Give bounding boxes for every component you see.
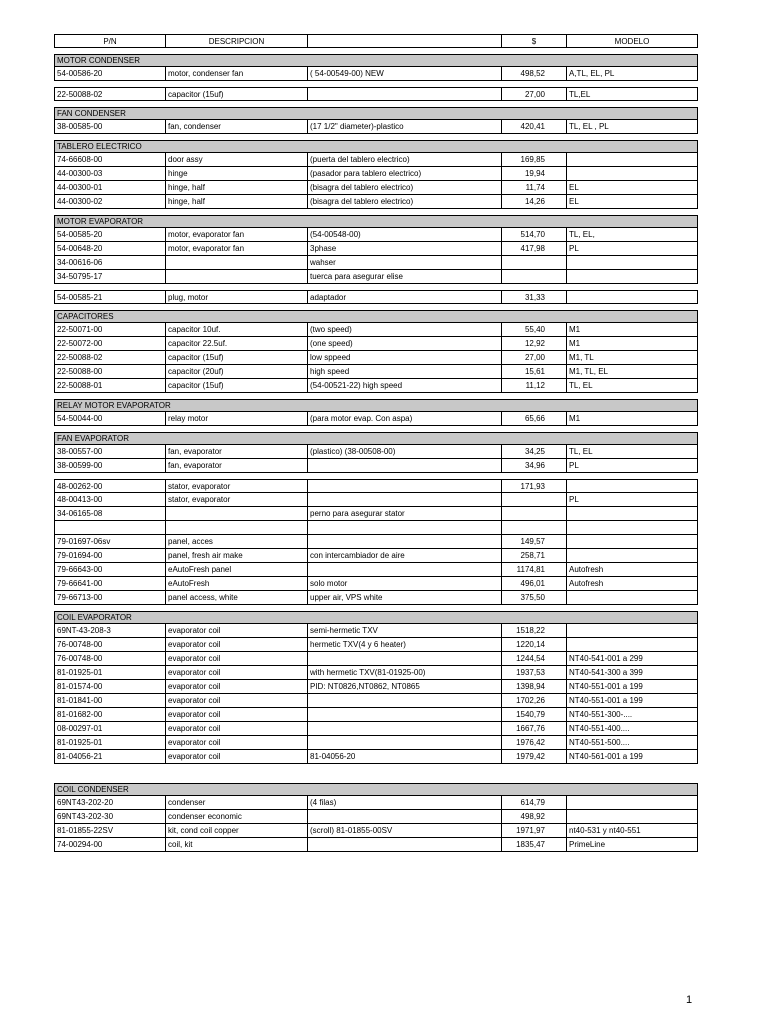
cell-note: low sppeed [307,351,501,364]
cell-note: (54-00521-22) high speed [307,379,501,392]
cell-description: coil, kit [165,838,307,851]
cell-description: stator, evaporator [165,493,307,506]
cell-description: panel, acces [165,535,307,548]
cell-description: panel, fresh air make [165,549,307,562]
cell-part-number: 76-00748-00 [57,640,103,649]
cell-part-number: 69NT43-202-30 [57,812,114,821]
cell-description: condenser economic [165,810,307,823]
table-header [54,34,698,48]
cell-note: perno para asegurar stator [307,507,501,520]
table-row [54,323,698,337]
cell-note [307,493,501,506]
cell-price: 169,85 [501,153,566,166]
table-row [54,167,698,181]
cell-model: A,TL, EL, PL [566,67,697,80]
cell-part-number: 69NT43-202-20 [57,798,114,807]
cell-note: with hermetic TXV(81-01925-00) [307,666,501,679]
cell-part-number: 34-06165-08 [57,509,103,518]
cell-note [307,736,501,749]
cell-price: 498,92 [501,810,566,823]
cell-part-number: 34-00616-06 [57,258,103,267]
cell-model: TL, EL , PL [566,120,697,133]
cell-description: fan, evaporator [165,459,307,472]
cell-description: condenser [165,796,307,809]
cell-part-number: 81-01925-01 [57,668,103,677]
cell-description: capacitor (15uf) [165,379,307,392]
cell-part-number: 69NT-43-208-3 [57,626,111,635]
cell-price: 27,00 [501,88,566,101]
table-row [54,290,698,304]
table-row [54,337,698,351]
cell-note: solo motor [307,577,501,590]
cell-description [165,270,307,283]
cell-price: 1398,94 [501,680,566,693]
section-title: FAN EVAPORATOR [54,432,698,445]
cell-description: eAutoFresh [165,577,307,590]
cell-model: TL, EL [566,445,697,458]
cell-part-number: 38-00585-00 [57,122,103,131]
cell-part-number: 79-01697-06sv [57,537,111,546]
cell-note: (4 filas) [307,796,501,809]
cell-description: evaporator coil [165,750,307,763]
table-row [54,810,698,824]
table-row [54,652,698,666]
cell-description: evaporator coil [165,708,307,721]
cell-description: motor, evaporator fan [165,242,307,255]
table-row [54,153,698,167]
cell-description: evaporator coil [165,652,307,665]
cell-price [501,507,566,520]
table-row [54,242,698,256]
cell-model [566,167,697,180]
cell-part-number: 81-01682-00 [57,710,103,719]
table-row [54,256,698,270]
cell-description: fan, evaporator [165,445,307,458]
cell-model: nt40-531 y nt40-551 [566,824,697,837]
cell-model: NT40-551-400.... [566,722,697,735]
cell-price: 34,96 [501,459,566,472]
cell-description [165,256,307,269]
cell-model [566,591,697,604]
cell-model [566,256,697,269]
cell-model [566,270,697,283]
cell-note [307,810,501,823]
cell-note: (54-00548-00) [307,228,501,241]
cell-price: 614,79 [501,796,566,809]
cell-note: (bisagra del tablero electrico) [307,181,501,194]
cell-price: 1702,26 [501,694,566,707]
cell-description [165,507,307,520]
cell-description: evaporator coil [165,722,307,735]
cell-price: 55,40 [501,323,566,336]
cell-note [307,563,501,576]
cell-note: adaptador [307,291,501,304]
table-row [54,87,698,101]
cell-description: evaporator coil [165,638,307,651]
cell-price: 514,70 [501,228,566,241]
cell-model: NT40-551-500.... [566,736,697,749]
cell-part-number: 79-01694-00 [57,551,103,560]
cell-part-number: 74-66608-00 [57,155,103,164]
section-title: TABLERO ELECTRICO [54,140,698,153]
cell-note [307,88,501,101]
table-row [54,838,698,852]
cell-model [566,796,697,809]
cell-model: M1 [566,412,697,425]
section-title: FAN CONDENSER [54,107,698,120]
cell-model [566,549,697,562]
cell-price: 498,52 [501,67,566,80]
cell-description: relay motor [165,412,307,425]
cell-price: 1937,53 [501,666,566,679]
cell-part-number: 22-50072-00 [57,339,103,348]
cell-price: 1976,42 [501,736,566,749]
cell-model: M1, TL [566,351,697,364]
cell-model [566,291,697,304]
cell-note: tuerca para asegurar elise [307,270,501,283]
section-title: CAPACITORES [54,310,698,323]
cell-model [566,535,697,548]
cell-note [307,480,501,493]
cell-model: PL [566,459,697,472]
cell-part-number: 22-50088-00 [57,367,103,376]
section-spacer [54,764,698,783]
cell-part-number: 38-00599-00 [57,461,103,470]
cell-part-number: 44-00300-03 [57,169,103,178]
cell-note [307,521,501,534]
cell-price: 14,26 [501,195,566,208]
cell-price [501,493,566,506]
cell-price: 375,50 [501,591,566,604]
cell-description: evaporator coil [165,736,307,749]
cell-model: TL, EL [566,379,697,392]
table-row [54,824,698,838]
cell-price: 1518,22 [501,624,566,637]
table-row [54,445,698,459]
table-row [54,459,698,473]
section-title: MOTOR CONDENSER [54,54,698,67]
cell-price: 1540,79 [501,708,566,721]
cell-price: 1174,81 [501,563,566,576]
cell-model: NT40-551-001 a 199 [566,694,697,707]
cell-part-number: 54-50044-00 [57,414,103,423]
cell-note [307,652,501,665]
cell-part-number: 81-01574-00 [57,682,103,691]
cell-part-number: 81-01841-00 [57,696,103,705]
cell-price [501,270,566,283]
cell-part-number: 22-50088-01 [57,381,103,390]
section-title: COIL EVAPORATOR [54,611,698,624]
cell-price: 1244,54 [501,652,566,665]
cell-part-number: 22-50088-02 [57,353,103,362]
cell-description: stator, evaporator [165,480,307,493]
table-row [54,181,698,195]
cell-note: (17 1/2" diameter)-plastico [307,120,501,133]
parts-price-table [54,34,698,852]
cell-part-number: 44-00300-01 [57,183,103,192]
cell-description: capacitor 22.5uf. [165,337,307,350]
cell-note: 3phase [307,242,501,255]
cell-price: 12,92 [501,337,566,350]
cell-model: NT40-541-300 a 399 [566,666,697,679]
table-row [54,680,698,694]
cell-note [307,708,501,721]
cell-part-number: 08-00297-01 [57,724,103,733]
cell-price: 34,25 [501,445,566,458]
table-row [54,493,698,507]
cell-description: capacitor 10uf. [165,323,307,336]
cell-price: 258,71 [501,549,566,562]
cell-price: 171,93 [501,480,566,493]
cell-part-number [55,521,165,534]
cell-price: 31,33 [501,291,566,304]
table-row [54,624,698,638]
table-row [54,708,698,722]
section-title: COIL CONDENSER [54,783,698,796]
cell-description: fan, condenser [165,120,307,133]
cell-note: upper air, VPS white [307,591,501,604]
header-pn: P/N [103,37,117,46]
cell-description: eAutoFresh panel [165,563,307,576]
cell-part-number: 54-00586-20 [57,69,103,78]
cell-note: (plastico) (38-00508-00) [307,445,501,458]
cell-model: NT40-561-001 a 199 [566,750,697,763]
cell-description: panel access, white [165,591,307,604]
cell-part-number: 48-00413-00 [57,495,103,504]
cell-description: capacitor (20uf) [165,365,307,378]
cell-part-number: 54-00648-20 [57,244,103,253]
cell-description: capacitor (15uf) [165,88,307,101]
table-row [54,591,698,605]
cell-part-number: 44-00300-02 [57,197,103,206]
cell-price: 11,74 [501,181,566,194]
cell-part-number: 79-66641-00 [57,579,103,588]
cell-description: hinge, half [165,195,307,208]
header-blank [307,35,501,48]
section-title: RELAY MOTOR EVAPORATOR [54,399,698,412]
cell-note: 81-04056-20 [307,750,501,763]
cell-note: (pasador para tablero electrico) [307,167,501,180]
cell-part-number: 54-00585-20 [57,230,103,239]
cell-model: TL,EL [566,88,697,101]
table-row [54,722,698,736]
cell-description: evaporator coil [165,694,307,707]
cell-description: plug, motor [165,291,307,304]
cell-model: Autofresh [566,577,697,590]
header-descripcion: DESCRIPCION [165,35,307,48]
cell-model: NT40-551-001 a 199 [566,680,697,693]
cell-price [501,521,566,534]
cell-description: door assy [165,153,307,166]
cell-note: ( 54-00549-00) NEW [307,67,501,80]
table-row [54,479,698,493]
table-row [54,666,698,680]
cell-part-number: 38-00557-00 [57,447,103,456]
cell-part-number: 22-50071-00 [57,325,103,334]
cell-part-number: 22-50088-02 [57,90,103,99]
cell-price: 496,01 [501,577,566,590]
cell-note: (one speed) [307,337,501,350]
cell-model: NT40-551-300-.... [566,708,697,721]
table-body [54,48,698,852]
cell-description: hinge, half [165,181,307,194]
cell-description: kit, cond coil copper [165,824,307,837]
cell-description: hinge [165,167,307,180]
table-row [54,638,698,652]
cell-model [566,638,697,651]
table-row [54,577,698,591]
cell-model [566,624,697,637]
table-row [54,120,698,134]
cell-price: 1667,76 [501,722,566,735]
table-row [54,379,698,393]
cell-description: motor, condenser fan [165,67,307,80]
cell-model [566,810,697,823]
cell-part-number: 79-66713-00 [57,593,103,602]
table-row [54,67,698,81]
cell-description: evaporator coil [165,624,307,637]
cell-model: TL, EL, [566,228,697,241]
cell-part-number: 74-00294-00 [57,840,103,849]
cell-note: PID: NT0826,NT0862, NT0865 [307,680,501,693]
cell-model: M1 [566,337,697,350]
table-row [54,750,698,764]
cell-note: (two speed) [307,323,501,336]
cell-model: PrimeLine [566,838,697,851]
page-number: 1 [686,994,693,1006]
section-title: MOTOR EVAPORATOR [54,215,698,228]
table-row [54,195,698,209]
table-row [54,507,698,521]
cell-model: PL [566,493,697,506]
header-modelo: MODELO [566,35,697,48]
cell-part-number: 34-50795-17 [57,272,103,281]
cell-price: 1835,47 [501,838,566,851]
table-row [54,270,698,284]
cell-price: 417,98 [501,242,566,255]
cell-description: motor, evaporator fan [165,228,307,241]
table-row [54,351,698,365]
cell-note [307,722,501,735]
cell-note: wahser [307,256,501,269]
cell-model: M1, TL, EL [566,365,697,378]
cell-price: 65,66 [501,412,566,425]
cell-model [566,153,697,166]
cell-note [307,838,501,851]
cell-price [501,256,566,269]
cell-price: 1979,42 [501,750,566,763]
cell-price: 1971,97 [501,824,566,837]
cell-part-number: 76-00748-00 [57,654,103,663]
cell-part-number: 81-01855-22SV [57,826,114,835]
cell-note: hermetic TXV(4 y 6 heater) [307,638,501,651]
table-row [54,549,698,563]
cell-price: 15,61 [501,365,566,378]
cell-description [165,521,307,534]
cell-note: (bisagra del tablero electrico) [307,195,501,208]
header-price: $ [501,35,566,48]
table-row [54,796,698,810]
cell-note: (puerta del tablero electrico) [307,153,501,166]
cell-model: M1 [566,323,697,336]
cell-model: EL [566,181,697,194]
cell-note: high speed [307,365,501,378]
table-row [54,412,698,426]
cell-note: (para motor evap. Con aspa) [307,412,501,425]
cell-description: capacitor (15uf) [165,351,307,364]
cell-model: NT40-541-001 a 299 [566,652,697,665]
cell-model [566,507,697,520]
cell-note [307,535,501,548]
cell-note: semi-hermetic TXV [307,624,501,637]
cell-model [566,521,697,534]
cell-model: Autofresh [566,563,697,576]
table-row [54,365,698,379]
table-row [54,228,698,242]
cell-price: 19,94 [501,167,566,180]
cell-note [307,694,501,707]
cell-description: evaporator coil [165,680,307,693]
cell-part-number: 54-00585-21 [57,293,103,302]
cell-price: 420,41 [501,120,566,133]
cell-price: 11,12 [501,379,566,392]
cell-part-number: 79-66643-00 [57,565,103,574]
cell-part-number: 81-04056-21 [57,752,103,761]
cell-model: PL [566,242,697,255]
table-row [54,563,698,577]
table-row [54,694,698,708]
table-row [54,736,698,750]
cell-price: 149,57 [501,535,566,548]
cell-model [566,480,697,493]
cell-note [307,459,501,472]
cell-part-number: 81-01925-01 [57,738,103,747]
cell-price: 27,00 [501,351,566,364]
cell-model: EL [566,195,697,208]
table-row [54,521,698,535]
cell-note: (scroll) 81-01855-00SV [307,824,501,837]
table-row [54,535,698,549]
cell-note: con intercambiador de aire [307,549,501,562]
cell-part-number: 48-00262-00 [57,482,103,491]
cell-description: evaporator coil [165,666,307,679]
cell-price: 1220,14 [501,638,566,651]
